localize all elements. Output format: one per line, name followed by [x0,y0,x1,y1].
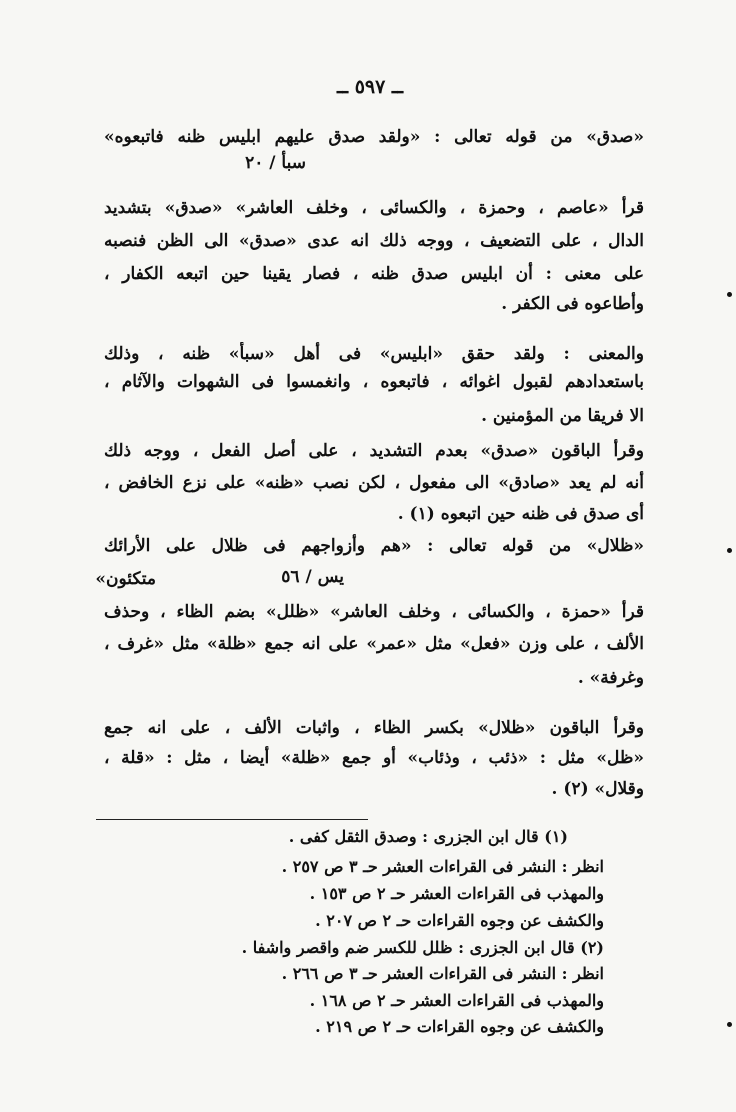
body-line: قرأ «عاصم ، وحمزة ، والكسائى ، وخلف العاشر» «صدق» بتشديد [104,198,644,218]
body-line: الا فريقا من المؤمنين . [481,406,644,426]
body-line: «صدق» من قوله تعالى : «ولقد صدق عليهم ابليس ظنه فاتبعوه» [104,127,644,147]
verse-reference: يس / ٥٦ [281,567,344,587]
body-line: «ظلال» من قوله تعالى : «هم وأزواجهم فى ظلال على الأرائك [104,536,644,556]
footnote-line: والكشف عن وجوه القراءات حـ ٢ ص ٢٠٧ . [315,911,604,930]
footnote-line: (٢) قال ابن الجزرى : ظلل للكسر ضم واقصر واشفا . [241,938,604,957]
footnote-line: والمهذب فى القراءات العشر حـ ٢ ص ١٦٨ . [309,991,604,1010]
body-line: والمعنى : ولقد حقق «ابليس» فى أهل «سبأ» ظنه ، وذلك [104,344,644,364]
verse-reference: سبأ / ٢٠ [245,153,306,173]
footnote-line: انظر : النشر فى القراءات العشر حـ ٣ ص ٢٦٦ . [281,964,604,983]
footnote-line: انظر : النشر فى القراءات العشر حـ ٣ ص ٢٥٧ . [281,857,604,876]
body-line: أنه لم يعد «صادق» الى مفعول ، لكن نصب «ظنه» على نزع الخافض ، [104,473,644,493]
body-line: أى صدق فى ظنه حين اتبعوه (١) . [397,504,644,524]
footnote-line: (١) قال ابن الجزرى : وصدق الثقل كفى . [288,827,568,846]
body-line: الألف ، على وزن «فعل» مثل «عمر» على انه جمع «ظلة» مثل «غرف ، [104,634,644,654]
body-line: وغرفة» . [577,668,644,688]
body-line: متكئون» [95,569,156,589]
scan-mark [727,548,732,553]
footnote-line: والمهذب فى القراءات العشر حـ ٢ ص ١٥٣ . [309,884,604,903]
footnote-line: والكشف عن وجوه القراءات حـ ٢ ص ٢١٩ . [315,1017,604,1036]
body-line: وقرأ الباقون «صدق» بعدم التشديد ، على أصل الفعل ، ووجه ذلك [104,441,644,461]
scan-mark [727,292,732,297]
body-line: وأطاعوه فى الكفر . [501,294,644,314]
body-line: على معنى : أن ابليس صدق ظنه ، فصار يقينا حين اتبعه الكفار ، [104,264,644,284]
body-line: وقرأ الباقون «ظلال» بكسر الظاء ، واثبات الألف ، على انه جمع [104,718,644,738]
body-line: وقلال» (٢) . [551,779,644,799]
body-line: باستعدادهم لقبول اغوائه ، فاتبعوه ، وانغمسوا فى الشهوات والآثام ، [104,372,644,392]
page-number-header: ــ ٥٩٧ ــ [336,76,404,98]
body-line: قرأ «حمزة ، والكسائى ، وخلف العاشر» «ظلل» بضم الظاء ، وحذف [104,602,644,622]
footnote-separator [96,819,368,820]
scan-mark [727,1022,732,1027]
body-line: «ظل» مثل : «ذئب ، وذئاب» أو جمع «ظلة» أيضا ، مثل : «قلة ، [104,748,644,768]
body-line: الدال ، على التضعيف ، ووجه ذلك انه عدى «صدق» الى الظن فنصبه [104,231,644,251]
